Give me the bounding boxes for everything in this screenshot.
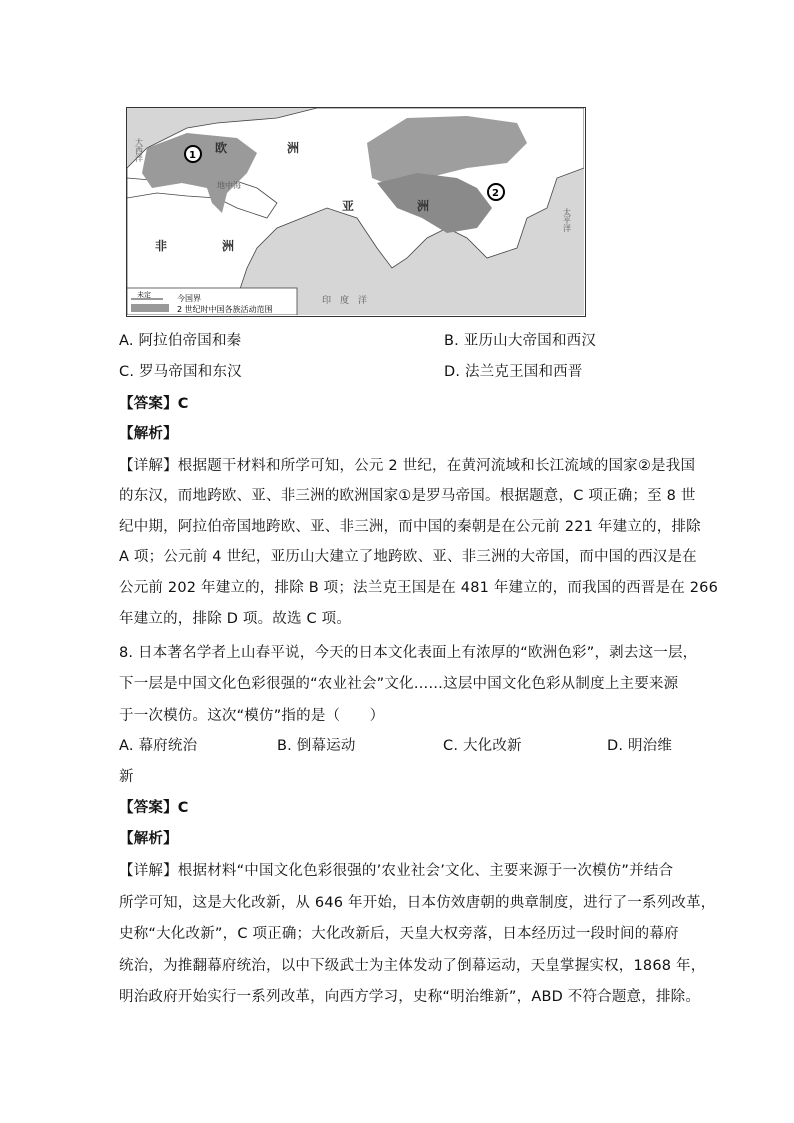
q7-option-a: A. 阿拉伯帝国和秦 xyxy=(119,333,242,349)
label-pacific: 太平洋 xyxy=(562,208,572,232)
q7-detail-line: 公元前 202 年建立的，排除 B 项；法兰克王国是在 481 年建立的，而我国的西晋是在 266 xyxy=(119,580,719,596)
q8-stem-line: 下一层是中国文化色彩很强的“农业社会”文化……这层中国文化色彩从制度上主要来源 xyxy=(119,676,679,692)
label-africa-1: 非 xyxy=(155,239,168,253)
legend-range-swatch xyxy=(131,304,169,312)
legend-border-label: 今国界 xyxy=(177,294,201,303)
q8-detail-line: 统治，为推翻幕府统治，以中下级武士为主体发动了倒幕运动，天皇掌握实权，1868 年， xyxy=(119,958,706,974)
q8-detail-line: 史称“大化改新”，C 项正确；大化改新后，天皇大权旁落，日本经历过一段时间的幕府 xyxy=(119,926,679,942)
label-asia-2: 洲 xyxy=(417,199,430,213)
legend-undefined: 未定 xyxy=(137,291,151,299)
marker-2-label: 2 xyxy=(492,188,499,199)
q8-option-b: B. 倒幕运动 xyxy=(277,738,356,754)
q7-detail-line: A 项；公元前 4 世纪，亚历山大建立了地跨欧、亚、非三洲的大帝国，而中国的西汉是在 xyxy=(119,549,697,565)
q7-option-b: B. 亚历山大帝国和西汉 xyxy=(444,333,597,349)
q7-option-d: D. 法兰克王国和西晋 xyxy=(444,364,583,380)
marker-1-label: 1 xyxy=(189,150,196,161)
q7-analysis-heading: 【解析】 xyxy=(119,426,178,442)
historical-map xyxy=(126,107,586,317)
label-europe-2: 洲 xyxy=(287,141,300,155)
label-mediterranean: 地中海 xyxy=(217,181,241,190)
map-figure xyxy=(127,108,584,315)
label-indian-ocean: 印 度 洋 xyxy=(322,296,368,306)
q8-analysis-heading: 【解析】 xyxy=(119,831,178,847)
q8-detail-line: 【详解】根据材料“中国文化色彩很强的’农业社会’文化、主要来源于一次模仿”并结合 xyxy=(119,863,674,879)
q8-detail-line: 明治政府开始实行一系列改革，向西方学习，史称“明治维新”，ABD 不符合题意，排除。 xyxy=(119,989,701,1005)
q8-option-c: C. 大化改新 xyxy=(443,738,522,754)
q7-detail-line: 纪中期，阿拉伯帝国地跨欧、亚、非三洲，而中国的秦朝是在公元前 221 年建立的，排除 xyxy=(119,519,701,535)
q7-detail-line: 【详解】根据题干材料和所学可知，公元 2 世纪，在黄河流域和长江流域的国家②是我国 xyxy=(119,458,696,474)
q7-detail-line: 年建立的，排除 D 项。故选 C 项。 xyxy=(119,611,352,627)
q8-option-d-continued: 新 xyxy=(119,769,134,785)
q7-detail-line: 的东汉，而地跨欧、亚、非三洲的欧洲国家①是罗马帝国。根据题意，C 项正确；至 8 世 xyxy=(119,488,696,504)
label-africa-2: 洲 xyxy=(222,239,235,253)
q8-option-d: D. 明治维 xyxy=(607,738,673,754)
q7-answer: 【答案】C xyxy=(119,396,189,412)
q8-stem-line: 8. 日本著名学者上山春平说，今天的日本文化表面上有浓厚的“欧洲色彩”，剥去这一层， xyxy=(119,645,698,661)
label-europe-1: 欧 xyxy=(215,141,228,155)
legend-range-label: 2 世纪时中国各族活动范围 xyxy=(177,305,273,314)
q8-detail-line: 所学可知，这是大化改新，从 646 年开始，日本仿效唐朝的典章制度，进行了一系列改革， xyxy=(119,895,716,911)
q8-option-a: A. 幕府统治 xyxy=(119,738,198,754)
q7-option-c: C. 罗马帝国和东汉 xyxy=(119,364,242,380)
q8-answer: 【答案】C xyxy=(119,800,189,816)
label-atlantic: 大西洋 xyxy=(134,138,144,162)
q8-stem-line: 于一次模仿。这次“模仿”指的是（ ） xyxy=(119,708,385,724)
label-asia-1: 亚 xyxy=(342,199,355,213)
